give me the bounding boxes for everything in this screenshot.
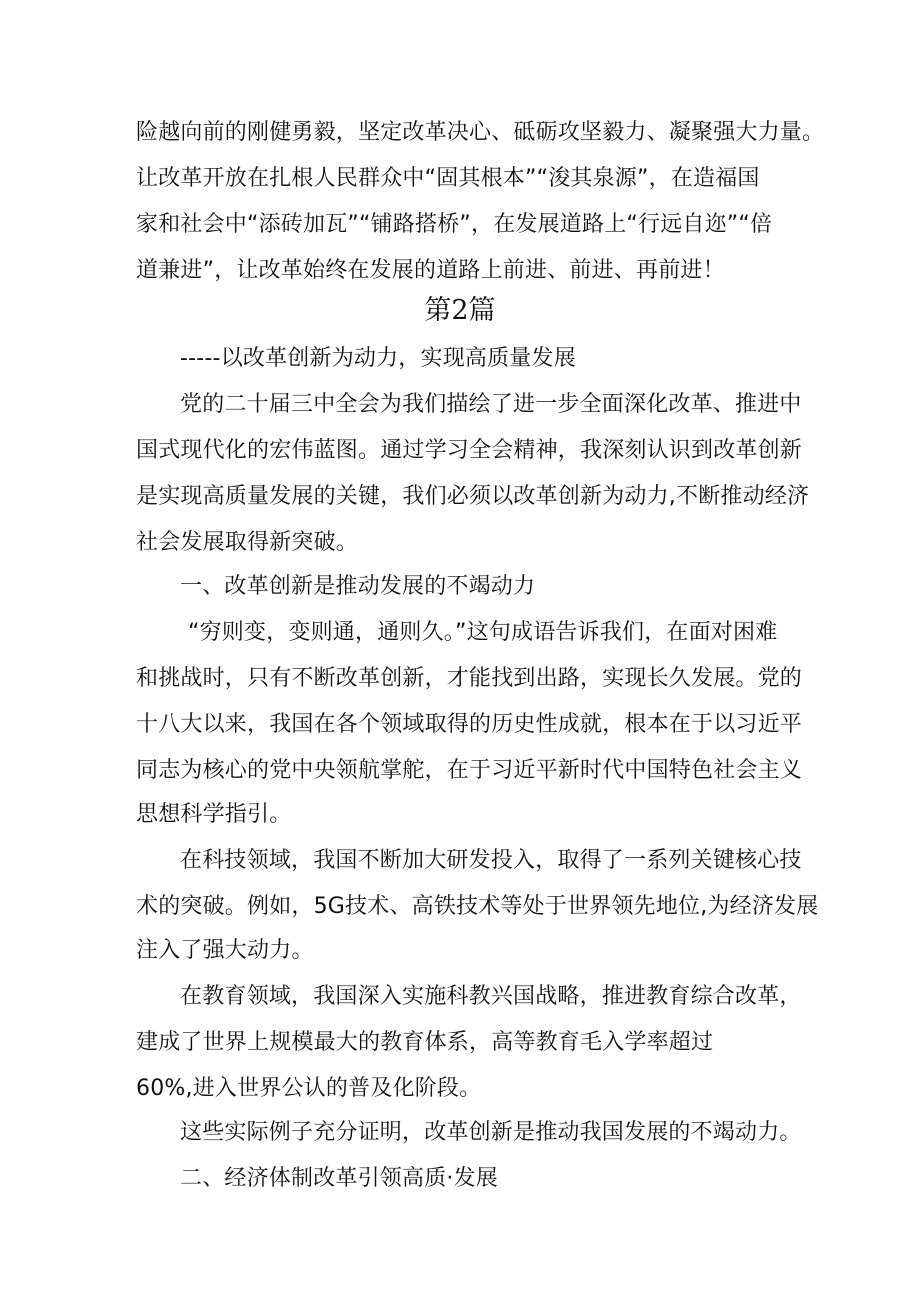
paragraph-2-line: 和挑战时，只有不断改革创新，才能找到出路，实现长久发展。党的 — [136, 666, 803, 691]
paragraph-1-line: 是实现高质量发展的关键，我们必须以改革创新为动力,不断推动经济 — [136, 484, 810, 509]
intro-line: 家和社会中“添砖加瓦”“铺路搭桥”，在发展道路上“行远自迩”“倍 — [136, 212, 773, 237]
paragraph-3-line: 术的突破。例如，5G技术、高铁技术等处于世界领先地位,为经济发展 — [136, 894, 819, 919]
paragraph-2-line: 思想科学指引。 — [136, 802, 292, 827]
paragraph-4-line: 60%,进入世界公认的普及化阶段。 — [136, 1076, 482, 1101]
paragraph-1-line: 社会发展取得新突破。 — [136, 530, 359, 555]
paragraph-3-line: 注入了强大动力。 — [136, 938, 314, 963]
paragraph-5: 这些实际例子充分证明，改革创新是推动我国发展的不竭动力。 — [180, 1120, 802, 1145]
subtitle: -----以改革创新为动力，实现高质量发展 — [180, 346, 576, 371]
intro-line: 道兼进”，让改革始终在发展的道路上前进、前进、再前进！ — [136, 258, 725, 283]
paragraph-1-line: 国式现代化的宏伟蓝图。通过学习全会精神，我深刻认识到改革创新 — [136, 438, 803, 463]
paragraph-4-line: 在教育领域，我国深入实施科教兴国战略，推进教育综合改革， — [180, 984, 802, 1009]
intro-line: 让改革开放在扎根人民群众中“固其根本”“浚其泉源”，在造福国 — [136, 166, 760, 191]
paragraph-3-line: 在科技领域，我国不断加大研发投入，取得了一系列关键核心技 — [180, 848, 802, 873]
paragraph-2-line: 同志为核心的党中央领航掌舵，在于习近平新时代中国特色社会主义 — [136, 758, 803, 783]
paragraph-4-line: 建成了世界上规模最大的教育体系，高等教育毛入学率超过 — [136, 1030, 714, 1055]
paragraph-2-line: 十八大以来，我国在各个领域取得的历史性成就，根本在于以习近平 — [136, 712, 803, 737]
intro-line: 险越向前的刚健勇毅，坚定改革决心、砥砺攻坚毅力、凝聚强大力量。 — [136, 120, 825, 145]
paragraph-1-line: 党的二十届三中全会为我们描绘了进一步全面深化改革、推进中 — [180, 392, 802, 417]
heading-1: 一、改革创新是推动发展的不竭动力 — [180, 574, 536, 599]
paragraph-2-line: “穷则变，变则通，通则久。”这句成语告诉我们，在面对困难 — [188, 620, 778, 645]
heading-2: 二、经济体制改革引领高质·发展 — [180, 1166, 498, 1191]
section-title: 第2篇 — [424, 295, 496, 326]
